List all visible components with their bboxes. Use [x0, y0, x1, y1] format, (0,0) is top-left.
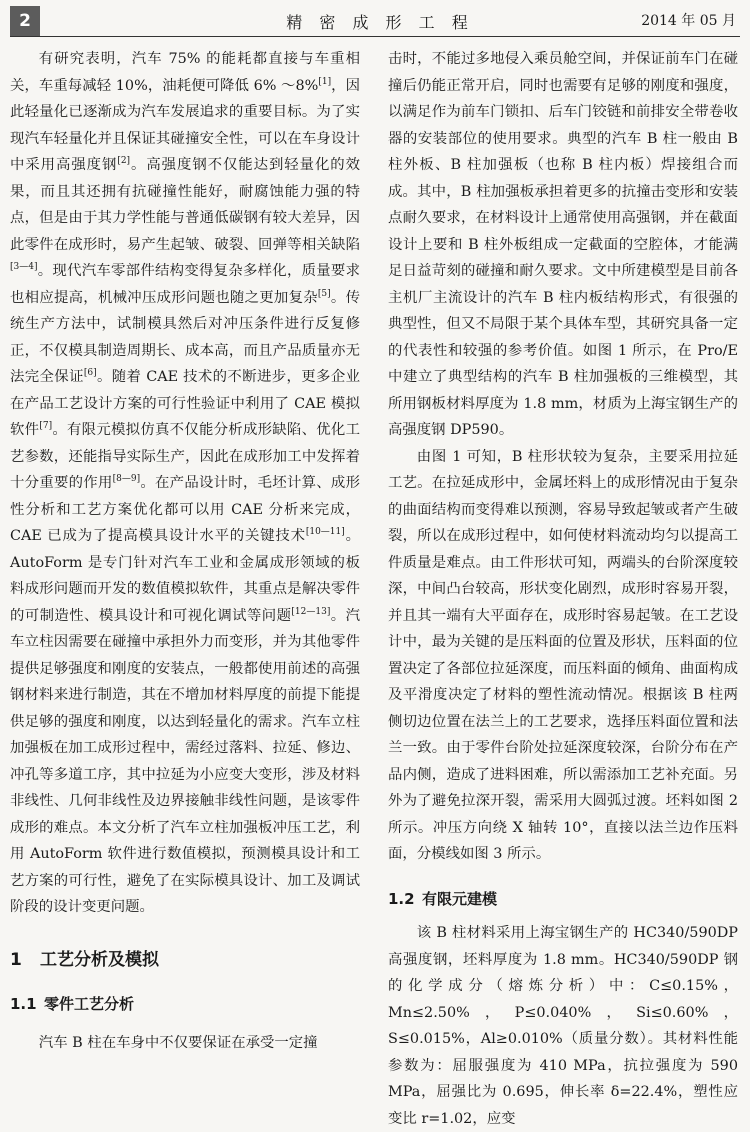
citation: [7] [39, 421, 53, 432]
body-paragraph: 汽车 B 柱在车身中不仅要保证在承受一定撞 [38, 1034, 318, 1051]
citation: [1] [318, 76, 332, 87]
body-paragraph: 由图 1 可知，B 柱形状较为复杂，主要采用拉延工艺。在拉延成形中，金属坯料上的成形情况由于复杂的曲面结构而变得难以预测，容易导致起皱或者产生破裂，所以在成形过程中，如何使材料流动均匀以提高工件质量是难点。由工件形状可知，两端头的台阶深度较深，中间凸台较高，形状变化剧烈，成形时容易开裂，并且其一端有大平面存在，成形时容易起皱。在工艺设计中，最为关键的是压料面的位置及形状，压料面的位置决定了各部位拉延深度，而压料面的倾角、曲面构成及平滑度决定了材料的塑性流动情况。根据该 B 柱两侧切边位置在法兰上的工艺要求，选择压料面位置和法兰一致。由于零件台阶处拉延深度较深，台阶分布在产品内侧，造成了进料困难，所以需添加工艺补充面。另外为了避免拉深开裂，需采用大圆弧过渡。坯料如图 2 所示。冲压方向绕 X 轴转 10°，直接以法兰边作压料面，分模线如图 3 所示。 [388, 448, 738, 862]
right-column [388, 46, 738, 1132]
citation: [3—4] [10, 262, 38, 273]
section-heading-1-1: 1.1 零件工艺分析 [10, 995, 135, 1013]
citation: [5] [317, 288, 331, 299]
page-number: 2 [10, 6, 40, 36]
body-paragraph: 击时，不能过多地侵入乘员舱空间，并保证前车门在碰撞后仍能正常开启，同时也需要有足够的刚度和强度，以满足作为前车门锁扣、后车门铰链和前排安全带卷收器的安装部位的使用要求。典型的汽车 B 柱一般由 B 柱外板、B 柱加强板（也称 B 柱内板）焊接组合而成。其中，B 柱加强板承担着更多的抗撞击变形和安装点耐久要求，在材料设计上通常使用高强钢，并在截面设计上要和 B 柱外板组成一定截面的空腔体，才能满足日益苛刻的碰撞和耐久要求。文中所建模型是目前各主机厂主流设计的汽车 B 柱内板结构形式，有很强的典型性，但又不局限于某个具体车型，其研究具备一定的代表性和较强的参考价值。如图 1 所示，在 Pro/E 中建立了典型结构的汽车 B 柱加强板的三维模型，其所用钢板材料厚度为 1.8 mm，材质为上海宝钢生产的高强度钢 DP590。 [388, 51, 738, 438]
body-paragraph: 该 B 柱材料采用上海宝钢生产的 HC340/590DP 高强度钢，坯料厚度为 1.8 mm。HC340/590DP 钢的化学成分（熔炼分析）中：C≤0.15%，Mn≤2.50%，P≤0.040%，Si≤0.60%，S≤0.015%，Al≥0.010%（质量分数）。其材料性能参数为：屈服强度为 410 MPa，抗拉强度为 590 MPa，屈强比为 0.695，伸长率 δ=22.4%，塑性应变比 r=1.02，应变 [388, 925, 738, 1127]
citation: [10—11] [305, 527, 345, 538]
intro-paragraph: 有研究表明，汽车 75% 的能耗都直接与车重相关，车重每减轻 10%，油耗便可降低 6% ～8%[1]，因此轻量化已逐渐成为汽车发展追求的重要目标。为了实现汽车轻量化并且保证其碰撞安全性，可以在车身设计中采用高强度钢[2]。高强度钢不仅能达到轻量化的效果，而且其还拥有抗碰撞性能好，耐腐蚀能力强的特点，但是由于其力学性能与普通低碳钢有较大差异，因此零件在成形时，易产生起皱、破裂、回弹等相关缺陷[3—4]。现代汽车零部件结构变得复杂多样化，质量要求也相应提高，机械冲压成形问题也随之更加复杂[5]。传统生产方法中，试制模具然后对冲压条件进行反复修正，不仅模具制造周期长、成本高，而且产品质量亦无法完全保证[6]。随着 CAE 技术的不断进步，更多企业在产品工艺设计方案的可行性验证中利用了 CAE 模拟软件[7]。有限元模拟仿真不仅能分析成形缺陷、优化工艺参数，还能指导实际生产，因此在成形加工中发挥着十分重要的作用[8—9]。在产品设计时，毛坯计算、成形性分析和工艺方案优化都可以用 CAE 分析来完成，CAE 已成为了提高模具设计水平的关键技术[10—11]。AutoForm 是专门针对汽车工业和金属成形领域的板料成形问题而开发的数值模拟软件，其重点是解决零件的可制造性、模具设计和可视化调试等问题[12—13]。汽车立柱因需要在碰撞中承担外力而变形，并为其他零件提供足够强度和刚度的安装点，一般都使用前述的高强钢材料来进行制造，其在不增加材料厚度的前提下能提供足够的强度和刚度，以达到轻量化的需求。汽车立柱加强板在加工成形过程中，需经过落料、拉延、修边、冲孔等多道工序，其中拉延为小应变大变形，涉及材料非线性、几何非线性及边界接触非线性问题，是该零件成形的难点。本文分析了汽车立柱加强板冲压工艺，利用 AutoForm 软件进行数值模拟，预测模具设计和工艺方案的可行性，避免了在实际模具设计、加工及调试阶段的设计变更问题。 [10, 51, 360, 915]
issue-date: 2014 年 05 月 [641, 13, 736, 29]
citation: [12—13] [291, 606, 331, 617]
left-column [10, 46, 360, 1056]
page-header [10, 6, 740, 36]
journal-title: 精 密 成 形 工 程 [286, 13, 474, 32]
section-heading-1: 1 工艺分析及模拟 [10, 949, 159, 970]
citation: [2] [117, 156, 131, 167]
citation: [8—9] [112, 474, 141, 485]
citation: [6] [83, 368, 97, 379]
section-heading-1-2: 1.2 有限元建模 [388, 889, 498, 908]
header-rule [10, 36, 740, 37]
